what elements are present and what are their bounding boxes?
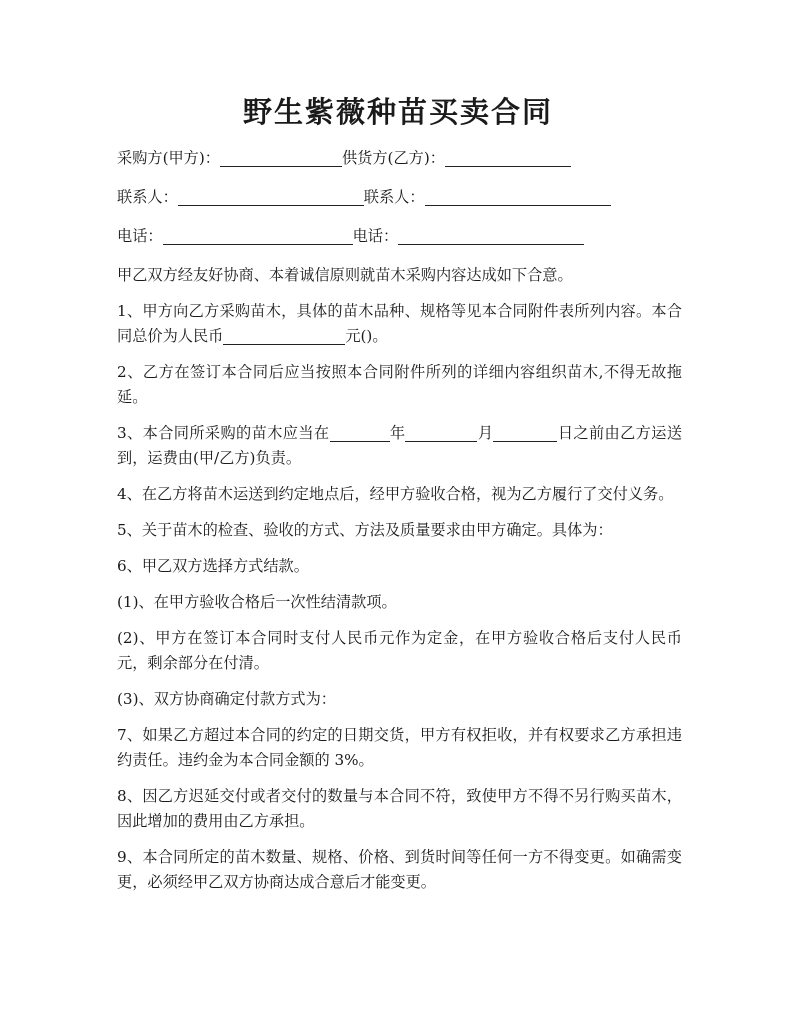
- contact-label-seller: 联系人：: [363, 188, 425, 206]
- phone-line: [117, 224, 682, 249]
- contact-line: [117, 185, 682, 210]
- seller-label: 供货方(乙方)：: [341, 149, 445, 167]
- contract-body: [117, 146, 682, 906]
- clause-6-option-2: (2)、甲方在签订本合同时支付人民币元作为定金，在甲方验收合格后支付人民币元，剩余部分在付清。: [117, 629, 682, 672]
- clause-6: 6、甲乙双方选择方式结款。: [117, 557, 309, 575]
- document-title: 野生紫薇种苗买卖合同: [242, 95, 553, 129]
- clause-6-option-3: (3)、双方协商确定付款方式为：: [117, 690, 336, 708]
- clause-3: [117, 421, 682, 471]
- contact-blank-buyer: [178, 187, 364, 206]
- phone-blank-seller: [398, 226, 584, 245]
- buyer-blank: [220, 148, 342, 167]
- seller-blank: [445, 148, 571, 167]
- clause-6-option-1: (1)、在甲方验收合格后一次性结清款项。: [117, 593, 397, 611]
- year-blank: [330, 423, 390, 442]
- clause-1: [117, 299, 682, 349]
- total-price-blank: [223, 326, 345, 345]
- phone-blank-buyer: [163, 226, 353, 245]
- clause-4: 4、在乙方将苗木运送到约定地点后，经甲方验收合格，视为乙方履行了交付义务。: [117, 485, 674, 503]
- clause-2: 2、乙方在签订本合同后应当按照本合同附件所列的详细内容组织苗木,不得无故拖延。: [117, 363, 682, 406]
- clause-9: 9、本合同所定的苗木数量、规格、价格、到货时间等任何一方不得变更。如确需变更，必须经甲乙双方协商达成合意后才能变更。: [117, 848, 682, 891]
- clause-8: 8、因乙方迟延交付或者交付的数量与本合同不符，致使甲方不得不另行购买苗木，因此增加的费用由乙方承担。: [117, 787, 682, 830]
- day-blank: [493, 423, 557, 442]
- clause-3-end: 日之前由乙方运送到，运费由(甲/乙方)负责。: [117, 424, 683, 467]
- party-line: [117, 146, 682, 171]
- contact-blank-seller: [425, 187, 611, 206]
- clause-3-text: 3、本合同所采购的苗木应当在: [117, 424, 330, 442]
- month-blank: [405, 423, 477, 442]
- month-label: 月: [477, 424, 494, 442]
- contact-label-buyer: 联系人：: [117, 188, 178, 206]
- phone-label-buyer: 电话：: [117, 227, 163, 245]
- clause-1-text: 1、甲方向乙方采购苗木，具体的苗木品种、规格等见本合同附件表所列内容。本合同总价为人民币: [117, 302, 682, 345]
- clause-1-end: 元()。: [345, 327, 388, 345]
- clause-7: 7、如果乙方超过本合同的约定的日期交货，甲方有权拒收，并有权要求乙方承担违约责任。违约金为本合同金额的 3%。: [117, 726, 682, 769]
- intro-paragraph: 甲乙双方经友好协商、本着诚信原则就苗木采购内容达成如下合意。: [117, 266, 573, 284]
- year-label: 年: [389, 424, 406, 442]
- buyer-label: 采购方(甲方)：: [117, 149, 220, 167]
- phone-label-seller: 电话：: [352, 227, 399, 245]
- clause-5: 5、关于苗木的检查、验收的方式、方法及质量要求由甲方确定。具体为：: [117, 521, 613, 539]
